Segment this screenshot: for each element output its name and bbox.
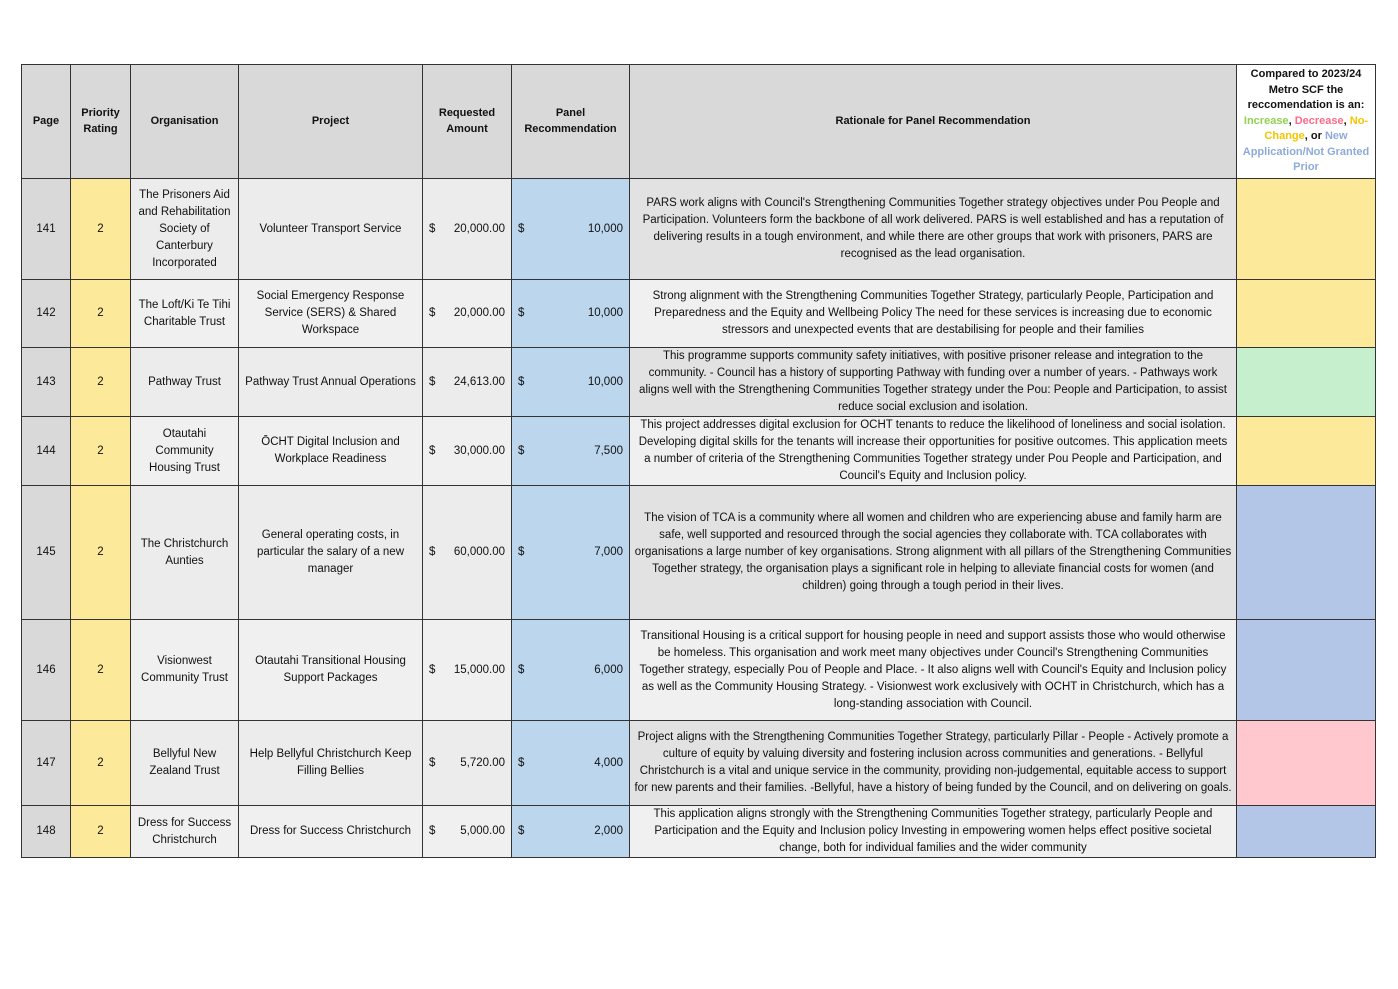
requested-amount: 20,000.00 [453,307,505,319]
requested-currency: $ [429,222,436,235]
cell-organisation: Visionwest Community Trust [131,620,239,721]
cell-priority: 2 [71,179,131,280]
cell-rationale: Strong alignment with the Strengthening Communities Together Strategy, particularly People, Participation and Preparedness and the Equity and Wellbeing Policy The need for these services is increasing due to economic stressors and unexpected events that are destabilising for people and their families [630,280,1237,348]
requested-amount: 15,000.00 [453,663,505,676]
cell-page: 141 [22,179,71,280]
recommendation-amount: 2,000 [594,825,623,837]
legend-new: New Application/Not Granted Prior [1242,130,1370,174]
recommendation-amount: 7,500 [594,444,623,457]
cell-organisation: The Loft/Ki Te Tihi Charitable Trust [131,280,239,348]
table-row [22,806,1376,858]
table-row [22,620,1376,721]
requested-currency: $ [429,756,436,769]
cell-page: 144 [22,417,71,486]
requested-amount: 5,000.00 [460,825,505,837]
cell-recommendation [512,179,630,280]
cell-page: 146 [22,620,71,721]
requested-currency: $ [429,375,436,388]
funding-table [21,64,1376,858]
recommendation-currency: $ [518,375,525,388]
cell-organisation: The Christchurch Aunties [131,486,239,620]
legend-or: , or [1304,130,1322,143]
cell-requested [423,179,512,280]
header-rationale: Rationale for Panel Recommendation [630,65,1237,179]
cell-recommendation [512,620,630,721]
cell-organisation: Otautahi Community Housing Trust [131,417,239,486]
cell-recommendation [512,280,630,348]
recommendation-amount: 4,000 [594,756,623,769]
cell-requested [423,280,512,348]
requested-amount: 30,000.00 [453,444,505,457]
legend-sep-1: , [1288,114,1292,127]
table-row [22,486,1376,620]
recommendation-amount: 10,000 [587,375,623,388]
compared-intro: Compared to 2023/24 Metro SCF the reccomendation is an: [1247,68,1365,112]
cell-project: Pathway Trust Annual Operations [239,348,423,417]
recommendation-currency: $ [518,222,525,235]
cell-comparison-indicator [1237,179,1376,280]
header-requested: Requested Amount [423,65,512,179]
cell-requested [423,348,512,417]
recommendation-currency: $ [518,756,525,769]
cell-comparison-indicator [1237,721,1376,806]
requested-currency: $ [429,825,436,837]
recommendation-amount: 10,000 [587,222,623,235]
table-row [22,721,1376,806]
legend-decrease: Decrease [1294,114,1344,127]
cell-priority: 2 [71,280,131,348]
cell-project: Social Emergency Response Service (SERS) & Shared Workspace [239,280,423,348]
cell-organisation: The Prisoners Aid and Rehabilitation Society of Canterbury Incorporated [131,179,239,280]
cell-project: Dress for Success Christchurch [239,806,423,858]
cell-rationale: PARS work aligns with Council's Strengthening Communities Together strategy objectives under Pou People and Participation. Volunteers form the backbone of all work delivered. PARS is well established and has a reputation of delivering results in a tough environment, and while there are other groups that work with prisoners, PARS are recognised as the lead organisation. [630,179,1237,280]
recommendation-amount: 6,000 [594,663,623,676]
cell-page: 143 [22,348,71,417]
cell-comparison-indicator [1237,486,1376,620]
cell-rationale: This application aligns strongly with the Strengthening Communities Together strategy, particularly People and Participation and the Equity and Inclusion policy Investing in empowering women helps effect positive societal change, both for individual families and the wider community [630,806,1237,858]
header-organisation: Organisation [131,65,239,179]
requested-amount: 60,000.00 [453,546,505,558]
cell-priority: 2 [71,806,131,858]
cell-requested [423,486,512,620]
requested-currency: $ [429,444,436,457]
cell-comparison-indicator [1237,348,1376,417]
header-priority: Priority Rating [71,65,131,179]
cell-rationale: This programme supports community safety initiatives, with positive prisoner release and integration to the community. - Council has a history of supporting Pathway with funding over a number of years. - Pathways work aligns well with the Strengthening Communities Together strategy under the Pou: People and Participation, to assist reduce social exclusion and isolation. [630,348,1237,417]
cell-requested [423,721,512,806]
recommendation-currency: $ [518,663,525,676]
cell-organisation: Dress for Success Christchurch [131,806,239,858]
requested-currency: $ [429,307,436,319]
cell-project: General operating costs, in particular the salary of a new manager [239,486,423,620]
cell-priority: 2 [71,721,131,806]
cell-comparison-indicator [1237,620,1376,721]
cell-rationale: Project aligns with the Strengthening Communities Together Strategy, particularly Pillar - People - Actively promote a culture of equity by valuing diversity and fostering inclusion across communities and generations. - Bellyful Christchurch is a vital and unique service in the community, providing non-judgemental, equitable access to support for new parents and their families. -Bellyful, have a history of being funded by the Council, and on delivering on goals. [630,721,1237,806]
cell-comparison-indicator [1237,806,1376,858]
cell-requested [423,417,512,486]
cell-project: ŌCHT Digital Inclusion and Workplace Readiness [239,417,423,486]
recommendation-currency: $ [518,825,525,837]
recommendation-currency: $ [518,444,525,457]
header-project: Project [239,65,423,179]
cell-priority: 2 [71,620,131,721]
table-row [22,179,1376,280]
cell-recommendation [512,348,630,417]
cell-recommendation [512,806,630,858]
header-recommendation: Panel Recommendation [512,65,630,179]
cell-project: Volunteer Transport Service [239,179,423,280]
legend-sep-2: , [1343,114,1347,127]
cell-project: Otautahi Transitional Housing Support Packages [239,620,423,721]
recommendation-currency: $ [518,546,525,558]
table-row [22,348,1376,417]
cell-page: 145 [22,486,71,620]
requested-amount: 20,000.00 [453,222,505,235]
requested-amount: 5,720.00 [460,756,505,769]
cell-organisation: Bellyful New Zealand Trust [131,721,239,806]
cell-rationale: This project addresses digital exclusion for OCHT tenants to reduce the likelihood of loneliness and social isolation. Developing digital skills for the tenants will increase their opportunities for positive outcomes. This application meets a number of criteria of the Strengthening Communities Together strategy under Pou People and Participation, and Council's Equity and Inclusion policy. [630,417,1237,486]
table-row [22,280,1376,348]
cell-recommendation [512,721,630,806]
cell-priority: 2 [71,348,131,417]
legend-no-change: No-Change [1264,114,1369,143]
cell-page: 147 [22,721,71,806]
cell-page: 142 [22,280,71,348]
cell-page: 148 [22,806,71,858]
recommendation-amount: 10,000 [587,307,623,319]
cell-comparison-indicator [1237,417,1376,486]
cell-priority: 2 [71,417,131,486]
cell-recommendation [512,417,630,486]
requested-currency: $ [429,546,436,558]
recommendation-currency: $ [518,307,525,319]
recommendation-amount: 7,000 [594,546,623,558]
cell-rationale: Transitional Housing is a critical support for housing people in need and support assists those who would otherwise be homeless. This organisation and work meet many objectives under Council's Strengthening Communities Together strategy, especially Pou of People and Place. - It also aligns well with Council's Equity and Inclusion policy as well as the Community Housing Strategy. - Visionwest work exclusively with OCHT in Christchurch, which has a long-standing association with Council. [630,620,1237,721]
cell-requested [423,620,512,721]
cell-requested [423,806,512,858]
requested-currency: $ [429,663,436,676]
header-row [22,65,1376,179]
header-compared [1237,65,1376,179]
cell-rationale: The vision of TCA is a community where all women and children who are experiencing abuse and family harm are safe, well supported and resourced through the social agencies they collaborate with. TCA collaborates with organisations a large number of key organisations. Strong alignment with all pillars of the Strengthening Communities Together strategy, the organisation plays a significant role in helping to alleviate financial costs for women (and children) going through a tough period in their lives. [630,486,1237,620]
cell-project: Help Bellyful Christchurch Keep Filling Bellies [239,721,423,806]
cell-organisation: Pathway Trust [131,348,239,417]
cell-recommendation [512,486,630,620]
cell-priority: 2 [71,486,131,620]
legend-increase: Increase [1243,114,1289,127]
cell-comparison-indicator [1237,280,1376,348]
header-page: Page [22,65,71,179]
requested-amount: 24,613.00 [453,375,505,388]
table-row [22,417,1376,486]
